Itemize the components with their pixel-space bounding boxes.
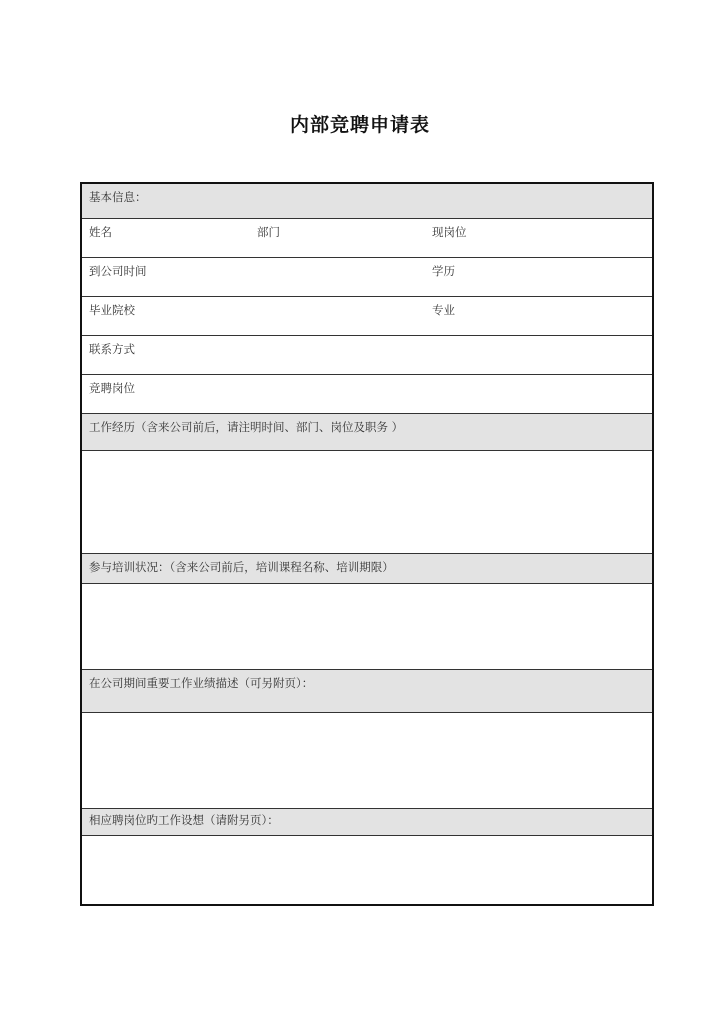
plan-label: 相应聘岗位旳工作设想（请附另页）：	[89, 813, 279, 827]
current-position-label: 现岗位	[432, 225, 467, 239]
row-target-position[interactable]	[82, 375, 652, 414]
row-school-major[interactable]	[82, 297, 652, 336]
basic-info-header	[82, 184, 652, 219]
achievements-label: 在公司期间重要工作业绩描述（可另附页）：	[89, 676, 314, 690]
achievements-header	[82, 670, 652, 713]
department-label: 部门	[257, 225, 280, 239]
row-name-department-position[interactable]	[82, 219, 652, 258]
join-date-label: 到公司时间	[89, 264, 147, 278]
training-header	[82, 554, 652, 584]
training-field[interactable]	[82, 584, 652, 670]
row-contact[interactable]	[82, 336, 652, 375]
plan-header	[82, 809, 652, 836]
basic-info-label: 基本信息：	[89, 190, 147, 204]
work-experience-field[interactable]	[82, 451, 652, 554]
training-label: 参与培训状况：（含来公司前后，培训课程名称、培训期限）	[89, 560, 394, 574]
education-label: 学历	[432, 264, 455, 278]
target-position-label: 竞聘岗位	[89, 381, 135, 395]
major-label: 专业	[432, 303, 455, 317]
contact-label: 联系方式	[89, 342, 135, 356]
achievements-field[interactable]	[82, 713, 652, 809]
school-label: 毕业院校	[89, 303, 135, 317]
application-form	[80, 182, 654, 906]
page-title: 内部竞聘申请表	[289, 114, 430, 136]
work-experience-label: 工作经历（含来公司前后，请注明时间、部门、岗位及职务 ）	[89, 420, 404, 434]
work-experience-header	[82, 414, 652, 451]
name-label: 姓名	[89, 225, 112, 239]
plan-field[interactable]	[82, 836, 652, 904]
row-joindate-education[interactable]	[82, 258, 652, 297]
